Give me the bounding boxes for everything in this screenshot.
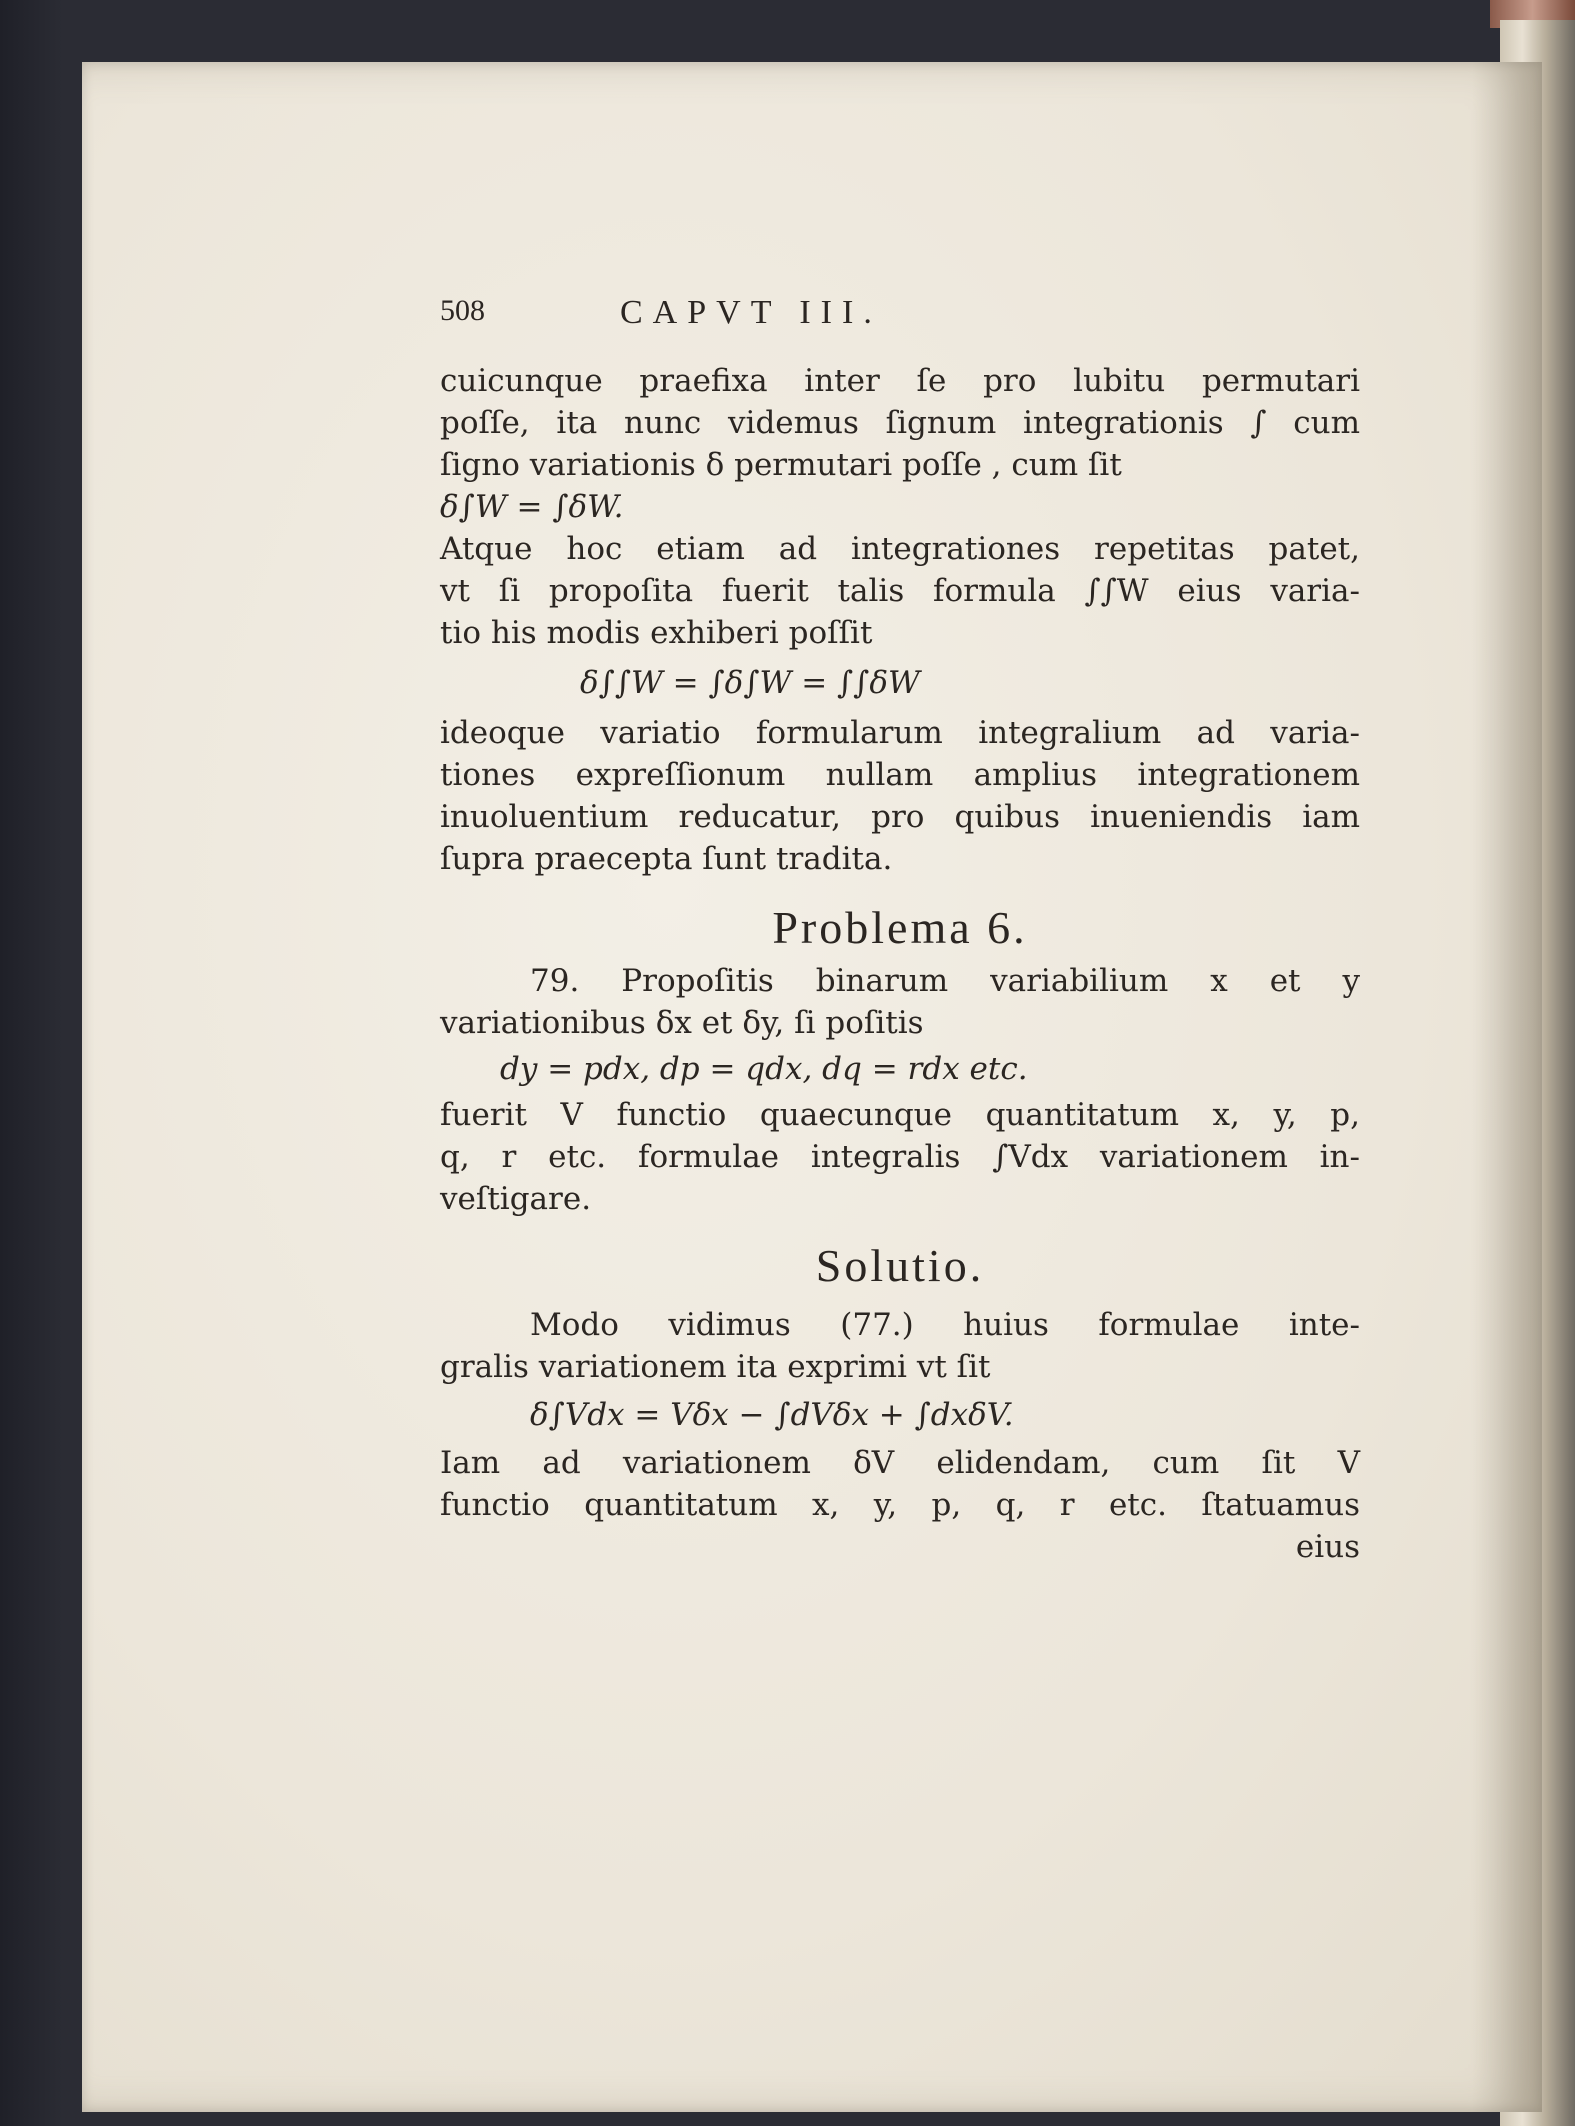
text-line: Atque hoc etiam ad integrationes repetitas patet, (440, 531, 1360, 567)
equation: δ∫Vdx = Vδx − ∫dVδx + ∫dxδV. (530, 1397, 1014, 1433)
equation: δ∫∫W = ∫δ∫W = ∫∫δW (580, 665, 920, 701)
text-line: Modo vidimus (77.) huius formulae inte- (530, 1307, 1360, 1343)
running-title: CAPVT III. (620, 294, 882, 331)
text-line: gralis variationem ita exprimi vt ſit (440, 1349, 991, 1385)
equation: δ∫W = ∫δW. (440, 489, 624, 525)
text-line: ſigno variationis δ permutari poſſe , cum ſit (440, 447, 1122, 483)
text-line: ideoque variatio formularum integralium ad varia- (440, 715, 1360, 751)
text-line: tio his modis exhiberi poſſit (440, 615, 873, 651)
text-line: 79. Propoſitis binarum variabilium x et y (530, 963, 1360, 999)
text-line: vt ſi propoſita fuerit talis formula ∫∫W eius varia- (440, 573, 1360, 609)
text-line: fuerit V functio quaecunque quantitatum x, y, p, (440, 1097, 1360, 1133)
text-line: cuicunque praefixa inter ſe pro lubitu permutari (440, 363, 1360, 399)
text-line: veſtigare. (440, 1181, 592, 1217)
page-header (440, 294, 1360, 338)
text-line: poſſe, ita nunc videmus ſignum integrationis ∫ cum (440, 405, 1360, 441)
text-line: Iam ad variationem δV elidendam, cum ſit V (440, 1445, 1360, 1481)
solution-heading: Solutio. (815, 1240, 985, 1291)
page-body (440, 360, 1360, 1568)
catchword: eius (1295, 1529, 1360, 1565)
text-line: tiones expreſſionum nullam amplius integrationem (440, 757, 1360, 793)
page-number: 508 (440, 294, 485, 327)
text-line: ſupra praecepta ſunt tradita. (440, 841, 893, 877)
problem-heading: Problema 6. (772, 902, 1028, 953)
text-line: q, r etc. formulae integralis ∫Vdx variationem in- (440, 1139, 1360, 1175)
text-line: functio quantitatum x, y, p, q, r etc. ſtatuamus (440, 1487, 1360, 1523)
gutter-shadow (1472, 62, 1542, 2112)
text-line: inuoluentium reducatur, pro quibus inueniendis iam (440, 799, 1360, 835)
equation: dy = pdx, dp = qdx, dq = rdx etc. (500, 1051, 1028, 1087)
text-line: variationibus δx et δy, ſi poſitis (440, 1005, 924, 1041)
